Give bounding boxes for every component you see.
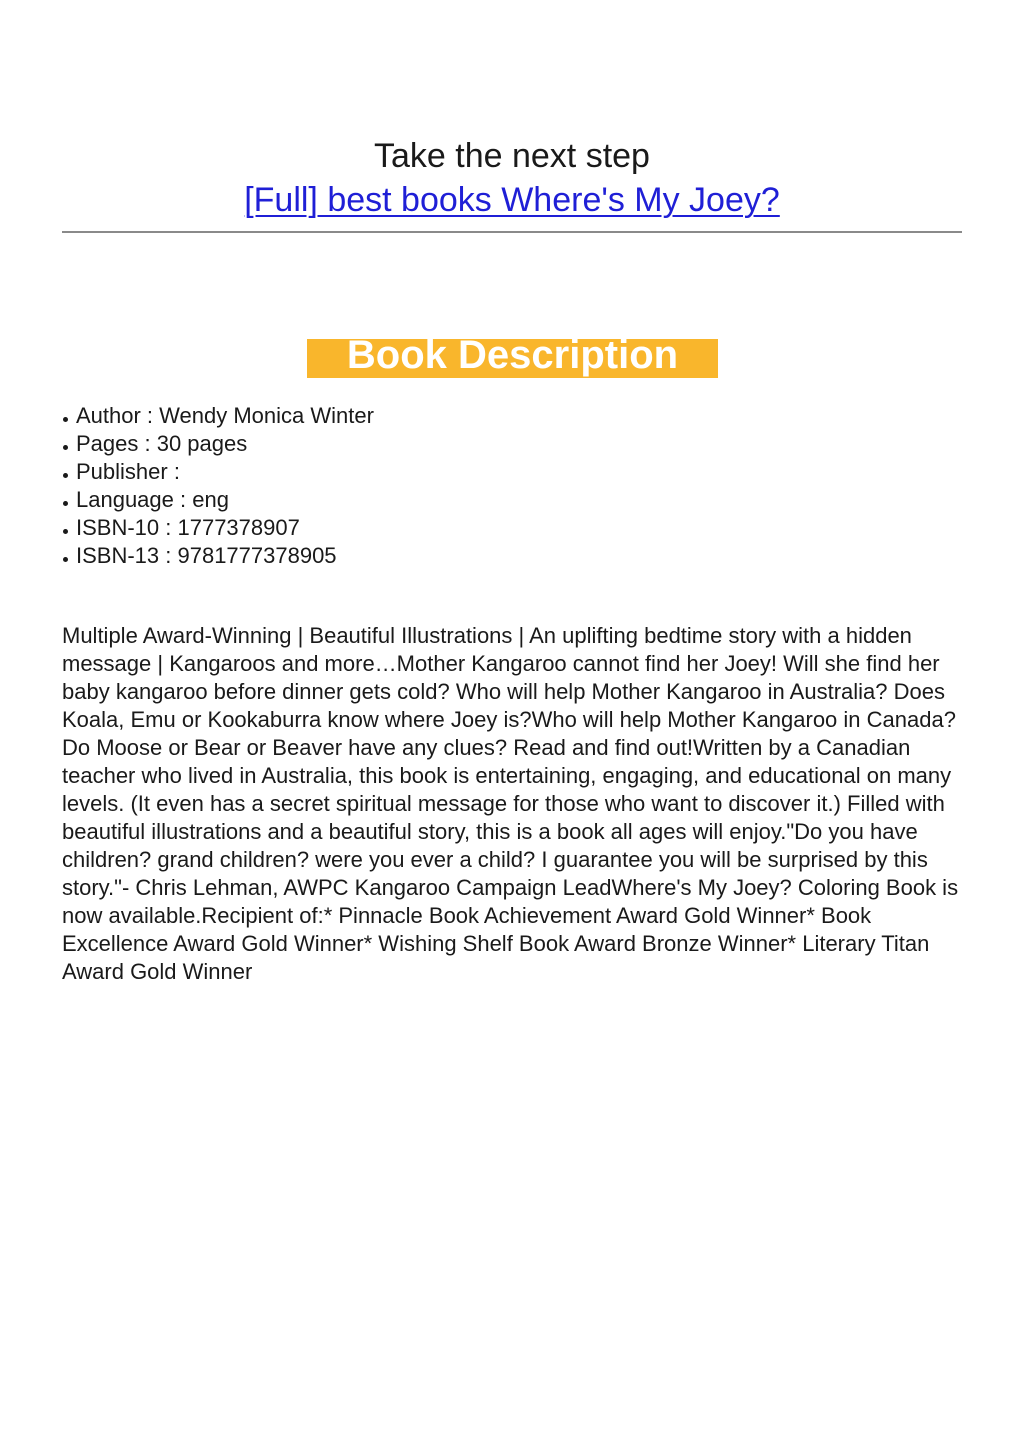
book-description-text: Multiple Award-Winning | Beautiful Illustrations | An uplifting bedtime story with a hidden message | Kangaroos and more…Mother Kangaroo cannot find her Joey! Will she find her baby kangaroo before dinner gets cold? Who will help Mother Kangaroo in Australia? Does Koala, Emu or Kookaburra know where Joey is?Who will help Mother Kangaroo in Canada? Do Moose or Bear or Beaver have any clues? Read and find out!Written by a Canadian teacher who lived in Australia, this book is entertaining, engaging, and educational on many levels. (It even has a secret spiritual message for those who want to discover it.) Filled with beautiful illustrations and a beautiful story, this is a book all ages will enjoy."Do you have children? grand children? were you ever a child? I guarantee you will be surprised by this story."- Chris Lehman, AWPC Kangaroo Campaign LeadWhere's My Joey? Coloring Book is now available.Recipient of:* Pinnacle Book Achievement Award Gold Winner* Book Excellence Award Gold Winner* Wishing Shelf Book Award Bronze Winner* Literary Titan Award Gold Winner (62, 623, 959, 984)
detail-language: Language : eng (62, 486, 374, 514)
next-step-text: Take the next step (374, 137, 650, 175)
detail-publisher: Publisher : (62, 458, 374, 486)
book-details-list (62, 402, 374, 570)
detail-author: Author : Wendy Monica Winter (62, 402, 374, 430)
header-divider (62, 231, 962, 233)
detail-isbn-13: ISBN-13 : 9781777378905 (62, 542, 374, 570)
section-title: Book Description (346, 333, 679, 377)
detail-isbn-10: ISBN-10 : 1777378907 (62, 514, 374, 542)
detail-pages: Pages : 30 pages (62, 430, 374, 458)
book-title-link[interactable]: [Full] best books Where's My Joey? (244, 181, 780, 219)
